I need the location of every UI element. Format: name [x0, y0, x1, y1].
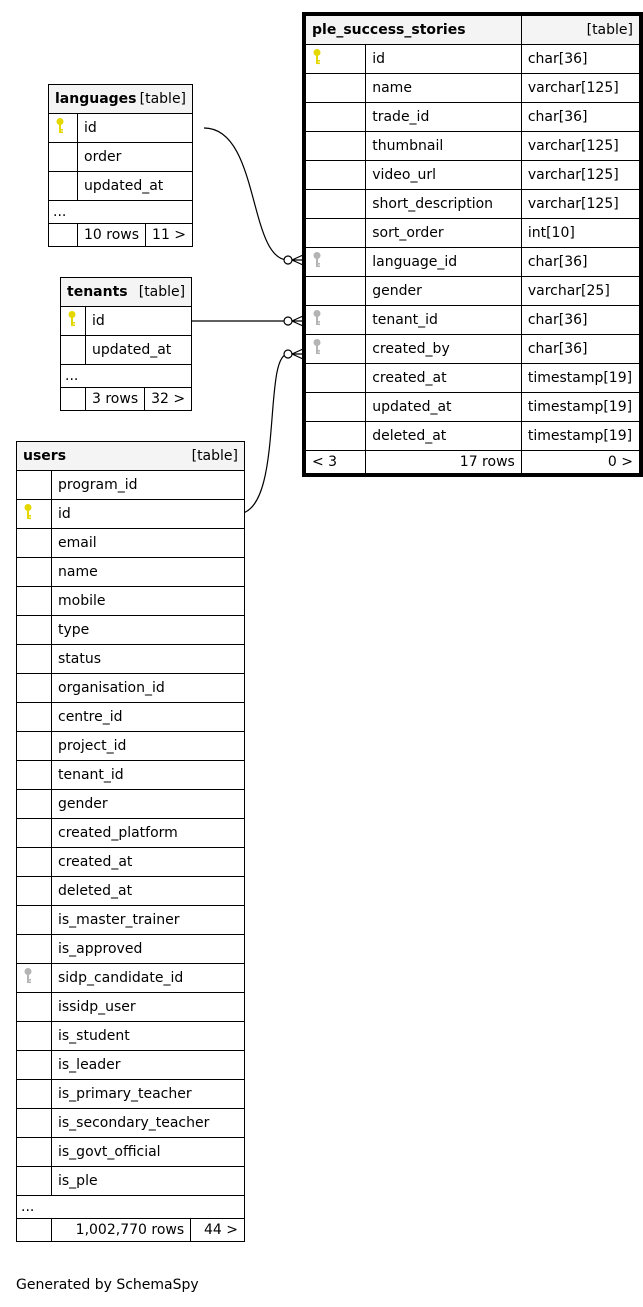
edge-languages-to-ple: [204, 128, 288, 260]
column-type: int[10]: [521, 219, 639, 248]
column-row[interactable]: [306, 161, 640, 190]
key-icon-cell: [17, 790, 52, 819]
row-count: 3 rows: [86, 388, 145, 411]
column-name: sidp_candidate_id: [52, 964, 245, 993]
table-body: [305, 15, 640, 474]
column-row[interactable]: [17, 790, 245, 819]
column-name: mobile: [52, 587, 245, 616]
column-row[interactable]: [17, 1080, 245, 1109]
key-icon-cell: [17, 674, 52, 703]
primary-key-icon: [306, 45, 366, 74]
column-row[interactable]: [17, 732, 245, 761]
column-row[interactable]: [306, 248, 640, 277]
column-type: varchar[125]: [521, 74, 639, 103]
column-row[interactable]: [17, 587, 245, 616]
column-row[interactable]: [61, 336, 192, 365]
key-icon-cell: [17, 1167, 52, 1196]
column-row[interactable]: [17, 674, 245, 703]
foreign-key-icon: [23, 967, 33, 989]
foreign-key-icon: [17, 964, 52, 993]
column-name: program_id: [52, 471, 245, 500]
column-name: gender: [52, 790, 245, 819]
column-name: project_id: [52, 732, 245, 761]
column-name: thumbnail: [366, 132, 522, 161]
children-link[interactable]: 32 >: [145, 388, 192, 411]
column-name: is_master_trainer: [52, 906, 245, 935]
table-body: [16, 441, 245, 1242]
column-row[interactable]: [49, 172, 193, 201]
column-name: tenant_id: [366, 306, 522, 335]
column-row[interactable]: [17, 848, 245, 877]
key-icon-cell: [17, 993, 52, 1022]
table-footer: [17, 1219, 245, 1242]
column-row[interactable]: [61, 307, 192, 336]
column-row[interactable]: [17, 500, 245, 529]
column-name: is_approved: [52, 935, 245, 964]
table-name-cell: [306, 16, 522, 45]
table-users[interactable]: [16, 441, 245, 1242]
column-row[interactable]: [17, 703, 245, 732]
column-name: order: [78, 143, 193, 172]
column-name: language_id: [366, 248, 522, 277]
column-type: char[36]: [521, 45, 639, 74]
table-kind: [table]: [138, 284, 186, 300]
primary-key-icon: [61, 307, 86, 336]
column-row[interactable]: [17, 877, 245, 906]
more-columns-row: [61, 365, 192, 388]
key-icon-cell: [306, 74, 366, 103]
key-icon-cell: [17, 1109, 52, 1138]
column-name: id: [366, 45, 522, 74]
column-row[interactable]: [306, 335, 640, 364]
key-icon-cell: [49, 143, 78, 172]
row-count: 17 rows: [366, 451, 522, 474]
column-name: deleted_at: [52, 877, 245, 906]
column-type: char[36]: [521, 103, 639, 132]
foreign-key-icon: [306, 306, 366, 335]
column-name: is_ple: [52, 1167, 245, 1196]
table-header: [61, 278, 192, 307]
children-link[interactable]: 0 >: [521, 451, 639, 474]
column-row[interactable]: [17, 1138, 245, 1167]
row-count: 1,002,770 rows: [52, 1219, 191, 1242]
key-icon-cell: [306, 393, 366, 422]
column-name: gender: [366, 277, 522, 306]
table-body: [60, 277, 192, 411]
ellipsis: ...: [49, 201, 193, 224]
column-row[interactable]: [49, 114, 193, 143]
column-name: created_at: [366, 364, 522, 393]
table-header: [306, 16, 640, 45]
primary-key-icon: [55, 117, 65, 139]
primary-key-icon: [67, 310, 77, 332]
column-row[interactable]: [306, 103, 640, 132]
column-name: updated_at: [366, 393, 522, 422]
table-footer: [49, 224, 193, 247]
column-row[interactable]: [17, 616, 245, 645]
key-icon-cell: [306, 132, 366, 161]
column-name: sort_order: [366, 219, 522, 248]
table-kind: [table]: [139, 91, 187, 107]
column-name: created_by: [366, 335, 522, 364]
column-row[interactable]: [306, 219, 640, 248]
column-name: updated_at: [78, 172, 193, 201]
more-columns-row: [17, 1196, 245, 1219]
table-body: [48, 84, 193, 247]
column-type: varchar[25]: [521, 277, 639, 306]
column-type: char[36]: [521, 335, 639, 364]
column-name: type: [52, 616, 245, 645]
more-columns-row: [49, 201, 193, 224]
table-header-cell: [49, 85, 193, 114]
column-name: status: [52, 645, 245, 674]
key-icon-cell: [306, 103, 366, 132]
column-type: varchar[125]: [521, 190, 639, 219]
column-name: short_description: [366, 190, 522, 219]
column-name: tenant_id: [52, 761, 245, 790]
primary-key-icon: [49, 114, 78, 143]
key-icon-cell: [49, 172, 78, 201]
column-row[interactable]: [17, 819, 245, 848]
column-type: char[36]: [521, 306, 639, 335]
column-type: timestamp[19]: [521, 393, 639, 422]
key-icon-cell: [17, 587, 52, 616]
table-header: [49, 85, 193, 114]
column-name: updated_at: [86, 336, 192, 365]
key-icon-cell: [17, 471, 52, 500]
column-name: id: [52, 500, 245, 529]
key-icon-cell: [17, 877, 52, 906]
column-name: is_primary_teacher: [52, 1080, 245, 1109]
column-name: email: [52, 529, 245, 558]
key-icon-cell: [17, 761, 52, 790]
table-header: [17, 442, 245, 471]
key-icon-cell: [17, 616, 52, 645]
table-footer: [61, 388, 192, 411]
column-row[interactable]: [306, 306, 640, 335]
column-row[interactable]: [17, 558, 245, 587]
key-icon-cell: [306, 277, 366, 306]
children-link[interactable]: 44 >: [191, 1219, 245, 1242]
column-row[interactable]: [49, 143, 193, 172]
table-header-cell: [17, 442, 245, 471]
key-icon-cell: [17, 1022, 52, 1051]
key-icon-cell: [17, 1080, 52, 1109]
column-row[interactable]: [17, 471, 245, 500]
table-kind: [table]: [191, 448, 238, 464]
column-name: is_student: [52, 1022, 245, 1051]
generated-by-footer: Generated by SchemaSpy: [16, 1277, 199, 1293]
column-row[interactable]: [306, 74, 640, 103]
key-icon-cell: [17, 819, 52, 848]
table-ple-success-stories[interactable]: [302, 12, 643, 477]
column-row[interactable]: [17, 935, 245, 964]
column-name: name: [366, 74, 522, 103]
column-row[interactable]: [306, 393, 640, 422]
ellipsis: ...: [61, 365, 192, 388]
table-tenants[interactable]: [60, 277, 192, 411]
column-name: created_platform: [52, 819, 245, 848]
table-name: languages: [55, 91, 137, 107]
parents-link[interactable]: [49, 224, 78, 247]
foreign-key-icon: [312, 338, 322, 360]
column-type: varchar[125]: [521, 132, 639, 161]
column-row[interactable]: [17, 645, 245, 674]
table-languages[interactable]: [48, 84, 193, 247]
table-header-cell: [61, 278, 192, 307]
column-row[interactable]: [17, 1167, 245, 1196]
column-type: varchar[125]: [521, 161, 639, 190]
column-row[interactable]: [306, 364, 640, 393]
table-name: tenants: [67, 284, 128, 300]
foreign-key-icon: [306, 248, 366, 277]
column-name: created_at: [52, 848, 245, 877]
column-name: id: [78, 114, 193, 143]
key-icon-cell: [17, 703, 52, 732]
key-icon-cell: [306, 364, 366, 393]
key-icon-cell: [306, 161, 366, 190]
key-icon-cell: [17, 1051, 52, 1080]
table-name: users: [23, 448, 67, 464]
column-name: trade_id: [366, 103, 522, 132]
key-icon-cell: [17, 645, 52, 674]
key-icon-cell: [17, 906, 52, 935]
column-name: video_url: [366, 161, 522, 190]
parents-link[interactable]: [61, 388, 86, 411]
key-icon-cell: [17, 529, 52, 558]
children-link[interactable]: 11 >: [146, 224, 193, 247]
primary-key-icon: [17, 500, 52, 529]
key-icon-cell: [17, 848, 52, 877]
column-name: is_leader: [52, 1051, 245, 1080]
column-row[interactable]: [306, 132, 640, 161]
column-row[interactable]: [17, 906, 245, 935]
column-type: char[36]: [521, 248, 639, 277]
column-type: timestamp[19]: [521, 422, 639, 451]
column-row[interactable]: [17, 529, 245, 558]
column-row[interactable]: [306, 277, 640, 306]
column-name: issidp_user: [52, 993, 245, 1022]
column-name: id: [86, 307, 192, 336]
column-row[interactable]: [17, 761, 245, 790]
key-icon-cell: [61, 336, 86, 365]
parents-link[interactable]: < 3: [306, 451, 366, 474]
column-name: deleted_at: [366, 422, 522, 451]
column-row[interactable]: [17, 993, 245, 1022]
ellipsis: ...: [17, 1196, 245, 1219]
foreign-key-icon: [312, 251, 322, 273]
row-count: 10 rows: [78, 224, 146, 247]
column-row[interactable]: [17, 964, 245, 993]
edge-end-markers: [284, 255, 303, 359]
primary-key-icon: [312, 48, 322, 70]
column-row[interactable]: [306, 45, 640, 74]
key-icon-cell: [306, 190, 366, 219]
column-name: centre_id: [52, 703, 245, 732]
foreign-key-icon: [306, 335, 366, 364]
primary-key-icon: [23, 503, 33, 525]
column-name: name: [52, 558, 245, 587]
key-icon-cell: [17, 732, 52, 761]
column-row[interactable]: [17, 1022, 245, 1051]
column-row[interactable]: [306, 190, 640, 219]
column-row[interactable]: [306, 422, 640, 451]
column-name: is_secondary_teacher: [52, 1109, 245, 1138]
foreign-key-icon: [312, 309, 322, 331]
column-name: organisation_id: [52, 674, 245, 703]
column-type: timestamp[19]: [521, 364, 639, 393]
key-icon-cell: [306, 219, 366, 248]
column-row[interactable]: [17, 1051, 245, 1080]
parents-link[interactable]: [17, 1219, 52, 1242]
table-name: ple_success_stories: [312, 22, 466, 38]
key-icon-cell: [17, 558, 52, 587]
key-icon-cell: [17, 1138, 52, 1167]
table-footer: [306, 451, 640, 474]
column-row[interactable]: [17, 1109, 245, 1138]
table-kind: [table]: [521, 16, 639, 45]
key-icon-cell: [306, 422, 366, 451]
key-icon-cell: [17, 935, 52, 964]
column-name: is_govt_official: [52, 1138, 245, 1167]
